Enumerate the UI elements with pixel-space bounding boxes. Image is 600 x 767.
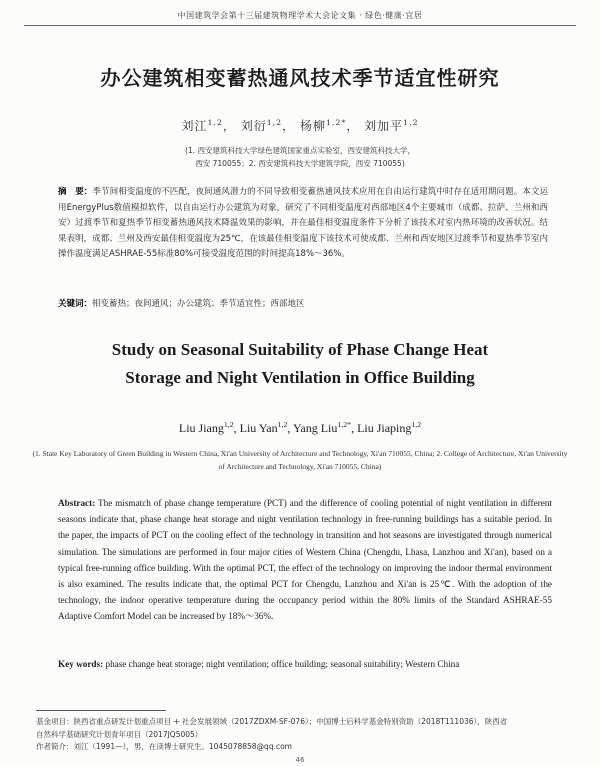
- author-separator: ，: [282, 119, 296, 133]
- footnote-line: 作者简介：刘江（1991—），男，在读博士研究生。1045078858@qq.com: [36, 742, 292, 751]
- chinese-abstract-text: 季节间相变温度的不匹配，夜间通风潜力的不同导致相变蓄热通风技术应用在自由运行建筑中时存在适用期问题。本文运用EnergyPlus数值模拟软件，以自由运行办公建筑为对象，研究了不同相变温度对西部地区4个主要城市（成都、拉萨、兰州和西安）过渡季节和夏热季节相变蓄热通风技术降温效果的影响，并在最佳相变温度条件下分析了该技术对室内热环境的改善状况。结果表明，成都、兰州及西安最佳相变温度为25℃，在该最佳相变温度下该技术可使成都、兰州和西安地区过渡季节和夏热季节室内操作温度满足ASHRAE-55标准80%可接受温度范围的时间提高18%～36%。: [58, 187, 548, 259]
- header-divider: [24, 25, 576, 26]
- page-number: 46: [295, 756, 305, 764]
- english-authors: [0, 420, 600, 436]
- footnote-line: 基金项目：陕西省重点研发计划重点项目 + 社会发展领域（2017ZDXM-SF-076）；中国博士后科学基金特别资助（2018T111036），陕西省: [36, 717, 508, 726]
- author-name: 刘江: [181, 119, 208, 133]
- author-name: 杨柳: [299, 119, 326, 133]
- english-keywords-label: Key words:: [58, 659, 104, 669]
- chinese-authors: [0, 117, 600, 134]
- chinese-affiliation-line: (1. 西安建筑科技大学绿色建筑国家重点实验室，西安建筑科技大学，: [185, 146, 415, 155]
- author-name: 刘加平: [364, 119, 404, 133]
- author-separator: ，: [222, 119, 236, 133]
- author-affiliation-mark: 1,2: [223, 420, 234, 429]
- english-title: [0, 336, 600, 392]
- author-affiliation-mark: 1,2*: [325, 118, 347, 127]
- english-keywords-text: phase change heat storage; night ventilation; office building; seasonal suitability; Western China: [105, 659, 460, 669]
- author-affiliation-mark: 1,2: [266, 118, 283, 127]
- english-affiliation: (1. State Key Laboratory of Green Building in Western China, Xi'an University of Architecture and Technology, Xi'an 710055, China; 2. College of Architecture, Xi'an University of Architecture and Technology, Xi'an 710055, China): [32, 449, 568, 471]
- chinese-keywords-label: 关键词：: [58, 299, 93, 309]
- author-affiliation-mark: 1,2: [277, 420, 288, 429]
- author-separator: ,: [287, 421, 293, 435]
- author-name: 刘衍: [240, 119, 267, 133]
- english-abstract: [58, 495, 552, 625]
- chinese-affiliation-line: 西安 710055；2. 西安建筑科技大学建筑学院，西安 710055): [195, 159, 405, 168]
- footnote-divider: [36, 710, 166, 711]
- english-title-line: Study on Seasonal Suitability of Phase Change Heat: [111, 340, 489, 359]
- author-separator: ,: [351, 421, 358, 435]
- chinese-abstract-label: 摘 要：: [58, 187, 93, 197]
- author-affiliation-mark: 1,2: [403, 118, 419, 127]
- author-separator: ，: [346, 119, 360, 133]
- english-title-line: Storage and Night Ventilation in Office Building: [125, 368, 475, 387]
- chinese-keywords: [58, 297, 548, 309]
- author-name: Liu Jiaping: [357, 421, 412, 435]
- running-header: 中国建筑学会第十三届建筑物理学术大会论文集 · 绿色·健康·宜居: [177, 11, 423, 20]
- footnote: [36, 716, 566, 754]
- english-abstract-text: The mismatch of phase change temperature (PCT) and the difference of cooling potential of night ventilation in different seasons indicate that, phase change heat storage and night ventilation technology in free-running buildings has a suitable period. In the paper, the impacts of PCT on the cooling effect of the technology in transition and hot seasons are investigated through numerical simulation. The simulations are performed in four major cities of Western China (Chengdu, Lhasa, Lanzhou and Xi'an), based on a typical free-running office building. With the optimal PCT, the effect of the technology on improving the indoor thermal environment is also examined. The results indicate that, the optimal PCT for Chengdu, Lanzhou and Xi'an is 25℃. With the adoption of the technology, the indoor operative temperature during the occupancy period within the 80% limits of the Standard ASHRAE-55 Adaptive Comfort Model can be increased by 18%～36%.: [58, 498, 552, 622]
- author-separator: ,: [233, 421, 240, 435]
- author-name: Liu Yan: [239, 421, 278, 435]
- author-name: Yang Liu: [292, 421, 338, 435]
- chinese-keywords-text: 相变蓄热；夜间通风；办公建筑；季节适宜性；西部地区: [92, 299, 305, 309]
- chinese-title: 办公建筑相变蓄热通风技术季节适宜性研究: [100, 66, 500, 90]
- author-affiliation-mark: 1,2: [411, 420, 422, 429]
- author-name: Liu Jiang: [178, 421, 224, 435]
- english-abstract-label: Abstract:: [58, 498, 96, 508]
- english-keywords: [58, 656, 552, 672]
- author-affiliation-mark: 1,2*: [337, 420, 352, 429]
- chinese-abstract: [58, 185, 548, 263]
- footnote-line: 自然科学基础研究计划青年项目（2017JQ5005）: [36, 729, 203, 739]
- author-affiliation-mark: 1,2: [207, 118, 223, 127]
